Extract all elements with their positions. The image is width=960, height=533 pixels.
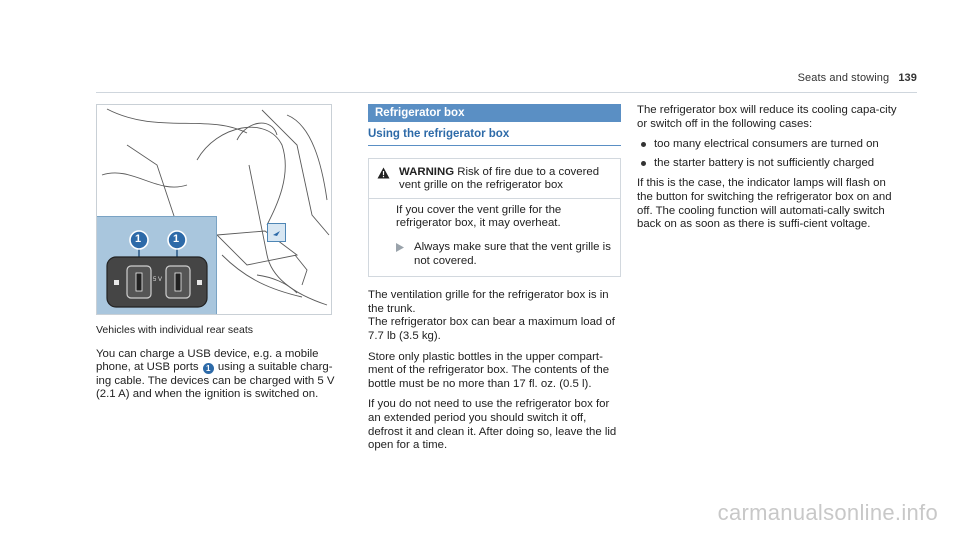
subheading: Using the refrigerator box bbox=[368, 128, 621, 146]
page-header bbox=[798, 72, 917, 84]
usb-ports-closeup bbox=[97, 217, 216, 314]
warning-triangle-icon bbox=[377, 166, 399, 193]
usb-paragraph-end: using a suitable charg-ing cable. The devices can be charged with 5 V (2.1 A) and when the ignition is switched on. bbox=[96, 361, 335, 401]
list-item: the starter battery is not sufficiently charged bbox=[637, 157, 897, 171]
voltage-label: 5 V bbox=[153, 277, 163, 283]
warning-action-text: Always make sure that the vent grille is not covered. bbox=[414, 240, 611, 267]
usb-port-inset bbox=[97, 216, 217, 314]
callout-1-label-right: 1 bbox=[173, 233, 180, 245]
watermark: carmanualsonline.info bbox=[717, 500, 938, 525]
column-refrigerator bbox=[368, 104, 621, 460]
switch-off-paragraph: If you do not need to use the refrigerator box for an extended period you should switch it off, defrost it and clean it. After doing so, leave the lid open for a time. bbox=[368, 398, 617, 452]
column-cooling bbox=[637, 104, 897, 239]
detail-marker bbox=[267, 223, 286, 242]
bullet-dot-icon bbox=[641, 142, 646, 147]
usb-paragraph bbox=[96, 348, 336, 402]
column-usb bbox=[96, 324, 336, 409]
bullet-dot-icon bbox=[641, 161, 646, 166]
vent-location-text: The ventilation grille for the refrigerator box is in the trunk. bbox=[368, 289, 609, 315]
warning-body: If you cover the vent grille for the refrigerator box, it may overheat. bbox=[396, 203, 562, 230]
callout-1-label-left: 1 bbox=[135, 233, 142, 245]
arrow-icon bbox=[268, 224, 285, 241]
figure-caption: Vehicles with individual rear seats bbox=[96, 324, 253, 336]
section-title-bar: Refrigerator box bbox=[368, 104, 621, 122]
header-section-title: Seats and stowing bbox=[797, 72, 890, 84]
cooling-cases-list bbox=[637, 138, 897, 170]
page-number: 139 bbox=[898, 72, 917, 84]
header-rule bbox=[96, 92, 917, 93]
max-load-text: The refrigerator box can bear a maximum load of 7.7 lb (3.5 kg). bbox=[368, 316, 615, 342]
action-arrow-icon bbox=[396, 241, 414, 268]
indicator-paragraph: If this is the case, the indicator lamps will flash on the button for switching the refrigerator box on and off. The cooling function will automati-cally switch back on as soon as there is suffi-cient voltage. bbox=[637, 177, 892, 231]
warning-label: WARNING bbox=[399, 165, 455, 178]
rear-seat-illustration bbox=[96, 104, 332, 315]
list-item: too many electrical consumers are turned on bbox=[637, 138, 897, 152]
warning-header bbox=[369, 159, 620, 199]
warning-headline-text: Risk of fire due to a covered vent grille on the refrigerator box bbox=[399, 165, 600, 192]
cooling-intro: The refrigerator box will reduce its cooling capa-city or switch off in the following cases: bbox=[637, 104, 897, 130]
warning-box bbox=[368, 158, 621, 278]
usb-paragraph-start: You can charge a USB device, e.g. a mobile phone, at USB ports bbox=[96, 347, 319, 374]
vent-paragraph bbox=[368, 289, 621, 343]
callout-1-inline-badge: 1 bbox=[203, 363, 214, 374]
warning-action bbox=[369, 235, 620, 276]
warning-headline bbox=[399, 166, 612, 193]
bottles-paragraph: Store only plastic bottles in the upper compart-ment of the refrigerator box. The contents of the bottle must be no more than 17 fl. oz. (0.5 l). bbox=[368, 350, 610, 390]
